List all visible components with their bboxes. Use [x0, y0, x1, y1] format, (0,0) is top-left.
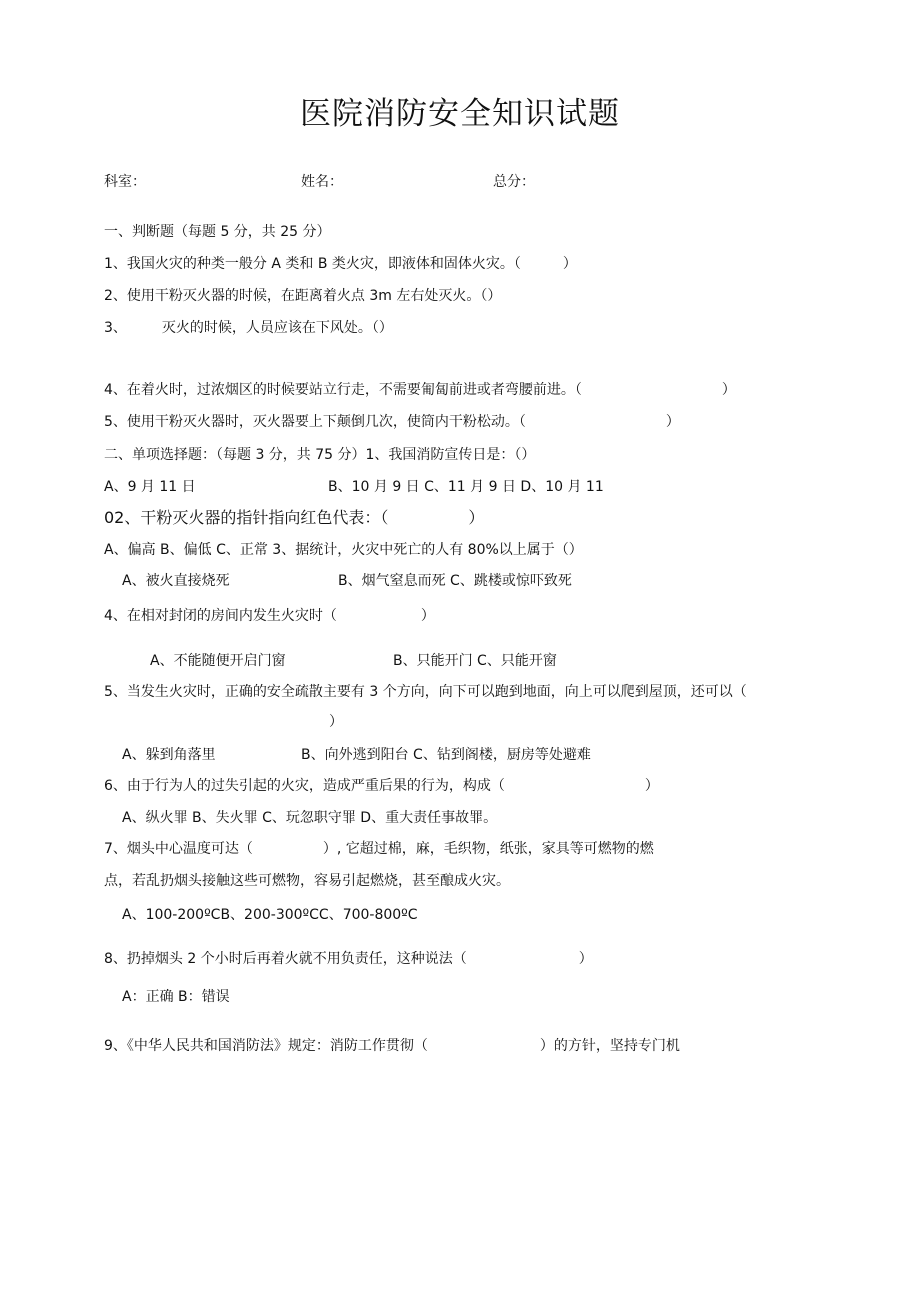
question-line-continued: 点，若乱扔烟头接触这些可燃物，容易引起燃烧，甚至酿成火灾。	[104, 873, 510, 889]
question-line: A、偏高 B、偏低 C、正常 3、据统计，火灾中死亡的人有 80%以上属于（）	[104, 542, 583, 558]
question-line: 8、扔掉烟头 2 个小时后再着火就不用负责任，这种说法（ ）	[104, 951, 593, 967]
page-title: 医院消防安全知识试题	[300, 96, 620, 132]
question-line: 7、烟头中心温度可达（ ）, 它超过棉，麻，毛织物，纸张，家具等可燃物的燃	[104, 841, 654, 857]
question-line: 9、《中华人民共和国消防法》规定：消防工作贯彻（ ）的方针，坚持专门机	[104, 1038, 680, 1054]
question-line: 02、干粉灭火器的指针指向红色代表：（ ）	[104, 508, 485, 527]
question-line: 5、使用干粉灭火器时，灭火器要上下颠倒几次，使筒内干粉松动。（ ）	[104, 414, 680, 430]
option-line: B、烟气窒息而死 C、跳楼或惊吓致死	[338, 573, 572, 589]
question-line: 5、当发生火灾时，正确的安全疏散主要有 3 个方向，向下可以跑到地面，向上可以爬到屋顶，还可以（	[104, 684, 747, 700]
option-line: B、向外逃到阳台 C、钻到阁楼，厨房等处避难	[301, 747, 591, 763]
question-line: 3、 灭火的时候，人员应该在下风处。（）	[104, 320, 393, 336]
score-label: 总分：	[493, 174, 535, 190]
section-heading-single-choice: 二、单项选择题：（每题 3 分，共 75 分）1、我国消防宣传日是：（）	[104, 447, 536, 463]
option-line: A、被火直接烧死	[122, 573, 230, 589]
question-line: 1、我国火灾的种类一般分 A 类和 B 类火灾，即液体和固体火灾。（ ）	[104, 256, 577, 272]
question-line: 4、在相对封闭的房间内发生火灾时（ ）	[104, 608, 435, 624]
department-label: 科室：	[104, 174, 146, 190]
question-line: 4、在着火时，过浓烟区的时候要站立行走，不需要匍匐前进或者弯腰前进。（ ）	[104, 382, 736, 398]
option-line: A、9 月 11 日	[104, 479, 196, 495]
option-line: A、躲到角落里	[122, 747, 216, 763]
option-line: A、不能随便开启门窗	[150, 653, 286, 669]
section-heading-true-false: 一、判断题（每题 5 分，共 25 分）	[104, 224, 331, 240]
question-line-continued: ）	[329, 714, 343, 730]
option-line: A、100-200ºCB、200-300ºCC、700-800ºC	[122, 907, 418, 923]
option-line: B、只能开门 C、只能开窗	[393, 653, 557, 669]
option-line: A：正确 B：错误	[122, 989, 230, 1005]
question-line: 2、使用干粉灭火器的时候，在距离着火点 3m 左右处灭火。（）	[104, 288, 502, 304]
question-line: 6、由于行为人的过失引起的火灾，造成严重后果的行为，构成（ ）	[104, 778, 659, 794]
option-line: A、纵火罪 B、失火罪 C、玩忽职守罪 D、重大责任事故罪。	[122, 810, 498, 826]
name-label: 姓名：	[301, 174, 343, 190]
option-line: B、10 月 9 日 C、11 月 9 日 D、10 月 11	[328, 479, 604, 495]
